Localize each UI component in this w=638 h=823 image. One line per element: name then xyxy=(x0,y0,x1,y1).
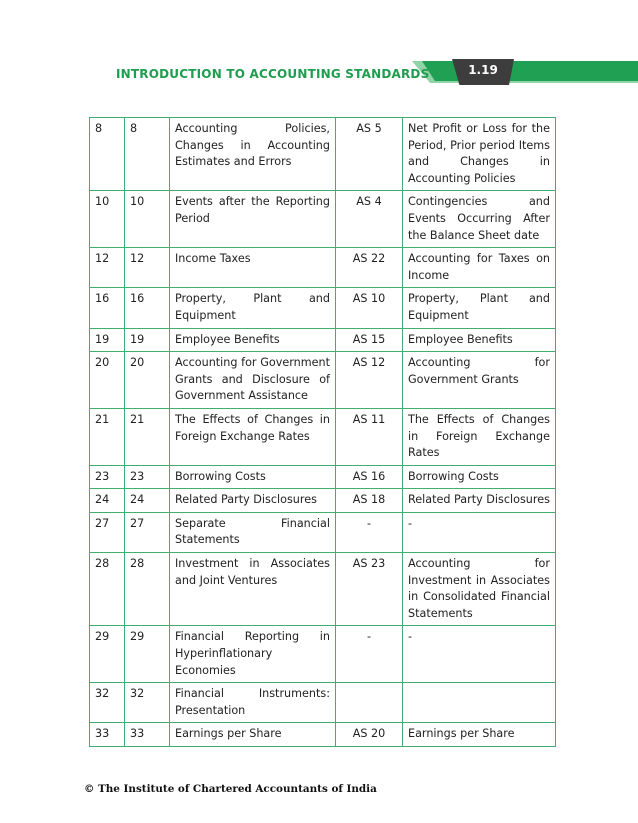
standard-number-cell: 29 xyxy=(125,626,170,683)
ind-as-number-cell: 19 xyxy=(90,328,125,352)
as-title-cell: Property, Plant and Equipment xyxy=(403,288,556,328)
as-number-cell: AS 20 xyxy=(336,723,403,747)
table-row xyxy=(90,191,556,248)
as-number-cell xyxy=(336,683,403,723)
standard-number-cell: 16 xyxy=(125,288,170,328)
table-row xyxy=(90,465,556,489)
as-number-cell: AS 10 xyxy=(336,288,403,328)
table-row xyxy=(90,408,556,465)
as-number-cell: AS 12 xyxy=(336,352,403,409)
as-title-cell: Accounting for Investment in Associates in Consolidated Financial Statements xyxy=(403,553,556,626)
standard-number-cell: 28 xyxy=(125,553,170,626)
ind-as-number-cell: 8 xyxy=(90,118,125,191)
ind-as-title-cell: Separate Financial Statements xyxy=(170,512,336,552)
ind-as-number-cell: 10 xyxy=(90,191,125,248)
ind-as-number-cell: 33 xyxy=(90,723,125,747)
as-title-cell: The Effects of Changes in Foreign Exchange Rates xyxy=(403,408,556,465)
as-number-cell: AS 11 xyxy=(336,408,403,465)
standard-number-cell: 21 xyxy=(125,408,170,465)
standard-number-cell: 33 xyxy=(125,723,170,747)
ind-as-title-cell: Events after the Reporting Period xyxy=(170,191,336,248)
as-title-cell: Related Party Disclosures xyxy=(403,489,556,513)
as-title-cell: Net Profit or Loss for the Period, Prior period Items and Changes in Accounting Policies xyxy=(403,118,556,191)
table-row xyxy=(90,626,556,683)
chapter-title: INTRODUCTION TO ACCOUNTING STANDARDS xyxy=(116,67,430,81)
ind-as-title-cell: Earnings per Share xyxy=(170,723,336,747)
table-row xyxy=(90,723,556,747)
as-title-cell: Accounting for Government Grants xyxy=(403,352,556,409)
table-row xyxy=(90,328,556,352)
table-row xyxy=(90,489,556,513)
ind-as-number-cell: 20 xyxy=(90,352,125,409)
as-title-cell: Employee Benefits xyxy=(403,328,556,352)
ind-as-title-cell: Financial Reporting in Hyperinflationary Economies xyxy=(170,626,336,683)
ind-as-title-cell: Income Taxes xyxy=(170,248,336,288)
page-number: 1.19 xyxy=(468,63,498,77)
ind-as-title-cell: Property, Plant and Equipment xyxy=(170,288,336,328)
ind-as-title-cell: Investment in Associates and Joint Ventures xyxy=(170,553,336,626)
standard-number-cell: 8 xyxy=(125,118,170,191)
as-title-cell: Contingencies and Events Occurring After the Balance Sheet date xyxy=(403,191,556,248)
as-title-cell: Accounting for Taxes on Income xyxy=(403,248,556,288)
table-row xyxy=(90,553,556,626)
table-row xyxy=(90,118,556,191)
standards-comparison-table xyxy=(89,117,556,747)
as-title-cell: Earnings per Share xyxy=(403,723,556,747)
standard-number-cell: 23 xyxy=(125,465,170,489)
ind-as-title-cell: Financial Instruments: Presentation xyxy=(170,683,336,723)
table-row xyxy=(90,512,556,552)
ind-as-number-cell: 21 xyxy=(90,408,125,465)
as-title-cell: Borrowing Costs xyxy=(403,465,556,489)
standard-number-cell: 12 xyxy=(125,248,170,288)
standard-number-cell: 27 xyxy=(125,512,170,552)
ind-as-title-cell: Accounting Policies, Changes in Accounting Estimates and Errors xyxy=(170,118,336,191)
ind-as-number-cell: 12 xyxy=(90,248,125,288)
as-number-cell: - xyxy=(336,512,403,552)
standard-number-cell: 10 xyxy=(125,191,170,248)
as-title-cell xyxy=(403,683,556,723)
table-row xyxy=(90,352,556,409)
ind-as-number-cell: 28 xyxy=(90,553,125,626)
ind-as-title-cell: Accounting for Government Grants and Disclosure of Government Assistance xyxy=(170,352,336,409)
standard-number-cell: 19 xyxy=(125,328,170,352)
table-row xyxy=(90,288,556,328)
as-number-cell: - xyxy=(336,626,403,683)
as-number-cell: AS 16 xyxy=(336,465,403,489)
ind-as-number-cell: 32 xyxy=(90,683,125,723)
ind-as-number-cell: 29 xyxy=(90,626,125,683)
ind-as-title-cell: Borrowing Costs xyxy=(170,465,336,489)
ind-as-number-cell: 23 xyxy=(90,465,125,489)
as-number-cell: AS 5 xyxy=(336,118,403,191)
ind-as-title-cell: The Effects of Changes in Foreign Exchange Rates xyxy=(170,408,336,465)
as-title-cell: - xyxy=(403,626,556,683)
as-title-cell: - xyxy=(403,512,556,552)
ind-as-number-cell: 24 xyxy=(90,489,125,513)
standard-number-cell: 24 xyxy=(125,489,170,513)
as-number-cell: AS 22 xyxy=(336,248,403,288)
standard-number-cell: 32 xyxy=(125,683,170,723)
ind-as-number-cell: 27 xyxy=(90,512,125,552)
as-number-cell: AS 18 xyxy=(336,489,403,513)
standard-number-cell: 20 xyxy=(125,352,170,409)
ind-as-title-cell: Related Party Disclosures xyxy=(170,489,336,513)
as-number-cell: AS 15 xyxy=(336,328,403,352)
as-number-cell: AS 4 xyxy=(336,191,403,248)
table-row xyxy=(90,683,556,723)
ind-as-title-cell: Employee Benefits xyxy=(170,328,336,352)
ind-as-number-cell: 16 xyxy=(90,288,125,328)
table-row xyxy=(90,248,556,288)
as-number-cell: AS 23 xyxy=(336,553,403,626)
footer-copyright: © The Institute of Chartered Accountants of India xyxy=(84,783,377,795)
